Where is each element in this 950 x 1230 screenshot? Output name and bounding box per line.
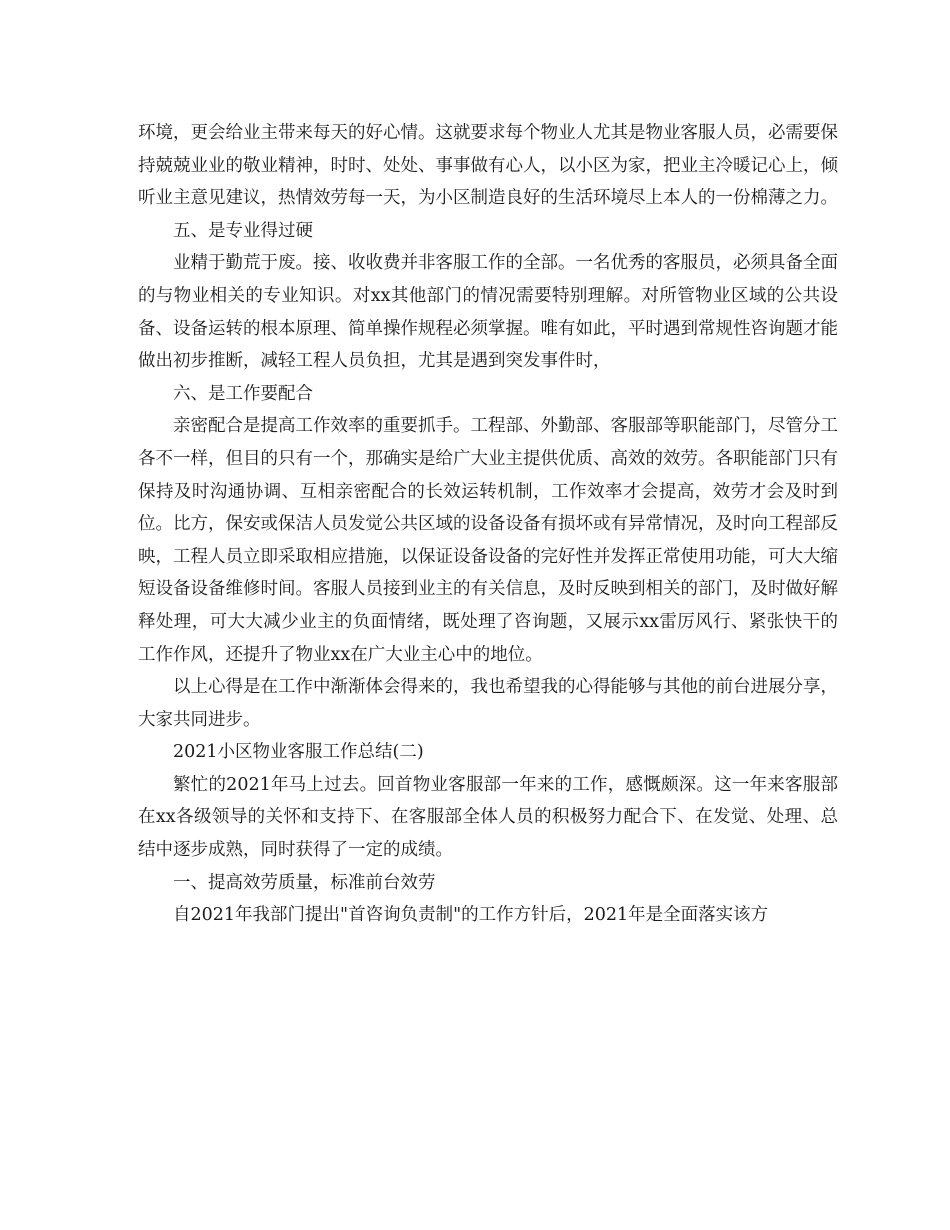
document-page	[138, 117, 838, 932]
section-heading: 六、是工作要配合	[173, 383, 313, 404]
document-title: 2021小区物业客服工作总结(二)	[173, 742, 424, 763]
paragraph: 繁忙的2021年马上过去。回首物业客服部一年来的工作，感慨颇深。这一年来客服部在xx各级领导的关怀和支持下、在客服部全体人员的积极努力配合下、在发觉、处理、总结中逐步成熟，同时获得了一定的成绩。	[138, 774, 838, 861]
paragraph: 以上心得是在工作中渐渐体会得来的，我也希望我的心得能够与其他的前台进展分享，大家共同进步。	[138, 677, 838, 730]
paragraph: 业精于勤荒于废。接、收收费并非客服工作的全部。一名优秀的客服员，必须具备全面的与物业相关的专业知识。对xx其他部门的情况需要特别理解。对所管物业区域的公共设备、设备运转的根本原理、简单操作规程必须掌握。唯有如此，平时遇到常规性咨询题才能做出初步推断，减轻工程人员负担，尤其是遇到突发事件时，	[138, 253, 838, 372]
paragraph: 环境，更会给业主带来每天的好心情。这就要求每个物业人尤其是物业客服人员，必需要保持兢兢业业的敬业精神，时时、处处、事事做有心人，以小区为家，把业主冷暖记心上，倾听业主意见建议，热情效劳每一天，为小区制造良好的生活环境尽上本人的一份棉薄之力。	[138, 123, 838, 209]
paragraph: 自2021年我部门提出"首咨询负责制"的工作方针后，2021年是全面落实该方	[173, 905, 769, 926]
paragraph: 亲密配合是提高工作效率的重要抓手。工程部、外勤部、客服部等职能部门，尽管分工各不一样，但目的只有一个，那确实是给广大业主提供优质、高效的效劳。各职能部门只有保持及时沟通协调、互相亲密配合的长效运转机制，工作效率才会提高，效劳才会及时到位。比方，保安或保洁人员发觉公共区域的设备设备有损坏或有异常情况，及时向工程部反映，工程人员立即采取相应措施，以保证设备设备的完好性并发挥正常使用功能，可大大缩短设备设备维修时间。客服人员接到业主的有关信息，及时反映到相关的部门，及时做好解释处理，可大大减少业主的负面情绪，既处理了咨询题，又展示xx雷厉风行、紧张快干的工作作风，还提升了物业xx在广大业主心中的地位。	[138, 416, 838, 665]
section-heading: 五、是专业得过硬	[173, 220, 313, 241]
section-heading: 一、提高效劳质量，标准前台效劳	[173, 872, 436, 893]
